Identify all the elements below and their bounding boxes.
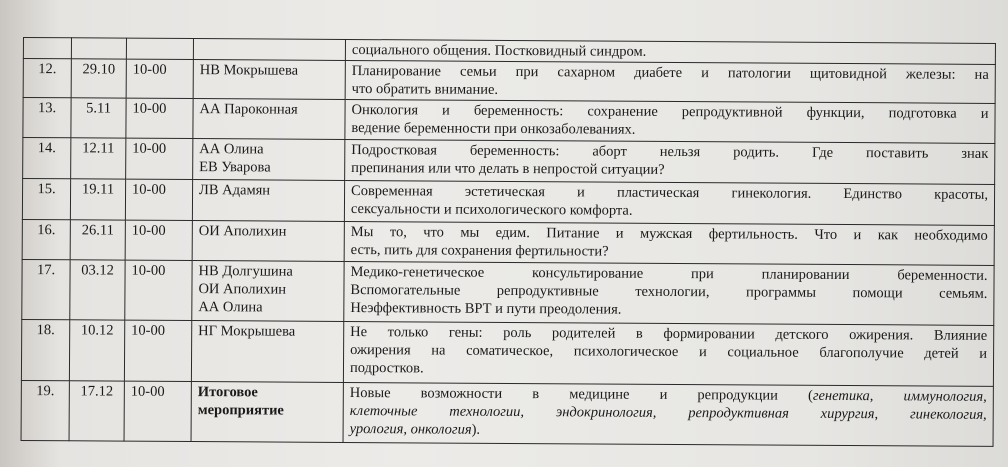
topic-line: ведение беременности при онкозаболеваниях. — [351, 120, 636, 138]
row-number: 18. — [21, 319, 69, 380]
row-date: 17.12 — [69, 381, 124, 441]
topic-line: сексуальности и психологического комфорта. — [350, 201, 633, 219]
speaker-name: АА Олина — [198, 299, 263, 316]
topic-line: есть, пить для сохранения фертильности? — [350, 242, 609, 260]
table-row — [23, 59, 995, 104]
topic-line: ожирения на соматическое, психологическое и социальное благополучие детей и — [350, 342, 988, 362]
topic-line: Мы то, что мы едим. Питание и мужская фертильность. Что и как необходимо — [350, 224, 988, 244]
speaker-name: ОИ Аполихин — [198, 281, 287, 298]
row-topic — [345, 60, 995, 103]
topic-line: Подростковая беременность: аборт нельзя родить. Где поставить знак — [351, 142, 989, 162]
row-number — [23, 38, 71, 59]
table-row — [23, 98, 995, 144]
row-topic — [344, 261, 994, 325]
row-time: 10-00 — [124, 320, 191, 381]
row-topic — [343, 321, 993, 386]
speaker-name: НВ Мокрышева — [199, 62, 299, 79]
row-topic — [345, 139, 995, 184]
speaker-name: НВ Долгушина — [198, 263, 293, 280]
row-number: 12. — [23, 59, 71, 98]
row-date: 26.11 — [70, 220, 125, 260]
topic-line: клеточные технологии, эндокринология, репродуктивная хирургия, гинекология, — [349, 403, 987, 423]
row-date — [71, 38, 126, 59]
row-number: 15. — [22, 179, 70, 220]
table-row — [22, 259, 994, 325]
topic-italic-text: урология, онкология — [349, 421, 472, 438]
topic-line: Современная эстетическая и пластическая гинекология. Единство красоты, — [351, 183, 989, 203]
speaker-name: мероприятие — [197, 402, 284, 419]
row-speaker — [192, 221, 344, 262]
row-date: 29.10 — [71, 59, 126, 98]
topic-italic-text: генетика, иммунология, — [812, 387, 987, 405]
row-speaker — [192, 261, 344, 322]
topic-line: Вспомогательные репродуктивные технологии, программы помощи семьям. — [350, 282, 988, 302]
row-date: 5.11 — [71, 98, 126, 138]
row-date: 10.12 — [69, 320, 124, 381]
topic-line: что обратить внимание. — [351, 81, 499, 98]
topic-line: Онкология и беременность: сохранение репродуктивной функции, подготовка и — [351, 102, 989, 122]
speaker-name: АА Пароконная — [199, 101, 298, 118]
schedule-table — [21, 37, 996, 447]
row-time: 10-00 — [124, 381, 191, 441]
topic-line: Медико-генетическое консультирование при планировании беременности. — [350, 264, 988, 284]
row-topic — [344, 180, 994, 225]
row-date: 19.11 — [70, 179, 125, 220]
row-speaker — [193, 39, 345, 61]
topic-text: ). — [471, 421, 481, 438]
row-time: 10-00 — [126, 138, 193, 179]
topic-text: Новые возможности в медицине и репродукции ( — [349, 385, 813, 404]
row-number: 19. — [21, 380, 69, 440]
speaker-name: ЕВ Уварова — [199, 159, 271, 176]
row-time: 10-00 — [125, 179, 192, 220]
row-speaker — [192, 180, 344, 222]
row-speaker — [191, 321, 343, 383]
speaker-name: АА Олина — [199, 141, 264, 158]
row-topic — [344, 221, 994, 265]
row-time: 10-00 — [125, 220, 192, 260]
row-number: 16. — [22, 219, 70, 259]
row-speaker — [193, 139, 345, 181]
table-row — [21, 380, 993, 446]
table-row — [22, 219, 994, 265]
topic-line: подростков. — [349, 360, 424, 377]
speaker-name: ОИ Аполихин — [198, 223, 287, 240]
row-speaker — [191, 382, 343, 443]
table-row — [23, 138, 995, 185]
topic-line: социального общения. Постковидный синдром. — [351, 42, 647, 60]
row-topic — [343, 382, 993, 446]
speaker-name: ЛВ Адамян — [199, 182, 271, 199]
speaker-name: НГ Мокрышева — [198, 323, 296, 340]
table-row — [21, 319, 993, 386]
topic-line: Не только гены: роль родителей в формировании детского ожирения. Влияние — [350, 324, 988, 344]
topic-line: Планирование семьи при сахарном диабете и патологии щитовидной железы: на — [351, 63, 989, 83]
row-speaker — [193, 99, 345, 140]
topic-line: Неэффективность ВРТ и пути преодоления. — [350, 300, 622, 318]
row-time: 10-00 — [126, 98, 193, 138]
speaker-name: Итоговое — [197, 384, 258, 401]
row-topic — [345, 99, 995, 143]
row-speaker — [193, 60, 345, 100]
table-row — [22, 179, 994, 226]
row-number: 14. — [23, 138, 71, 179]
row-date: 12.11 — [71, 138, 126, 179]
row-time: 10-00 — [125, 260, 192, 320]
row-number: 17. — [22, 259, 70, 319]
row-time — [126, 38, 193, 59]
row-date: 03.12 — [70, 260, 125, 320]
row-number: 13. — [23, 98, 71, 138]
row-time: 10-00 — [126, 59, 193, 98]
topic-line: препинания или что делать в непростой ситуации? — [351, 160, 665, 178]
